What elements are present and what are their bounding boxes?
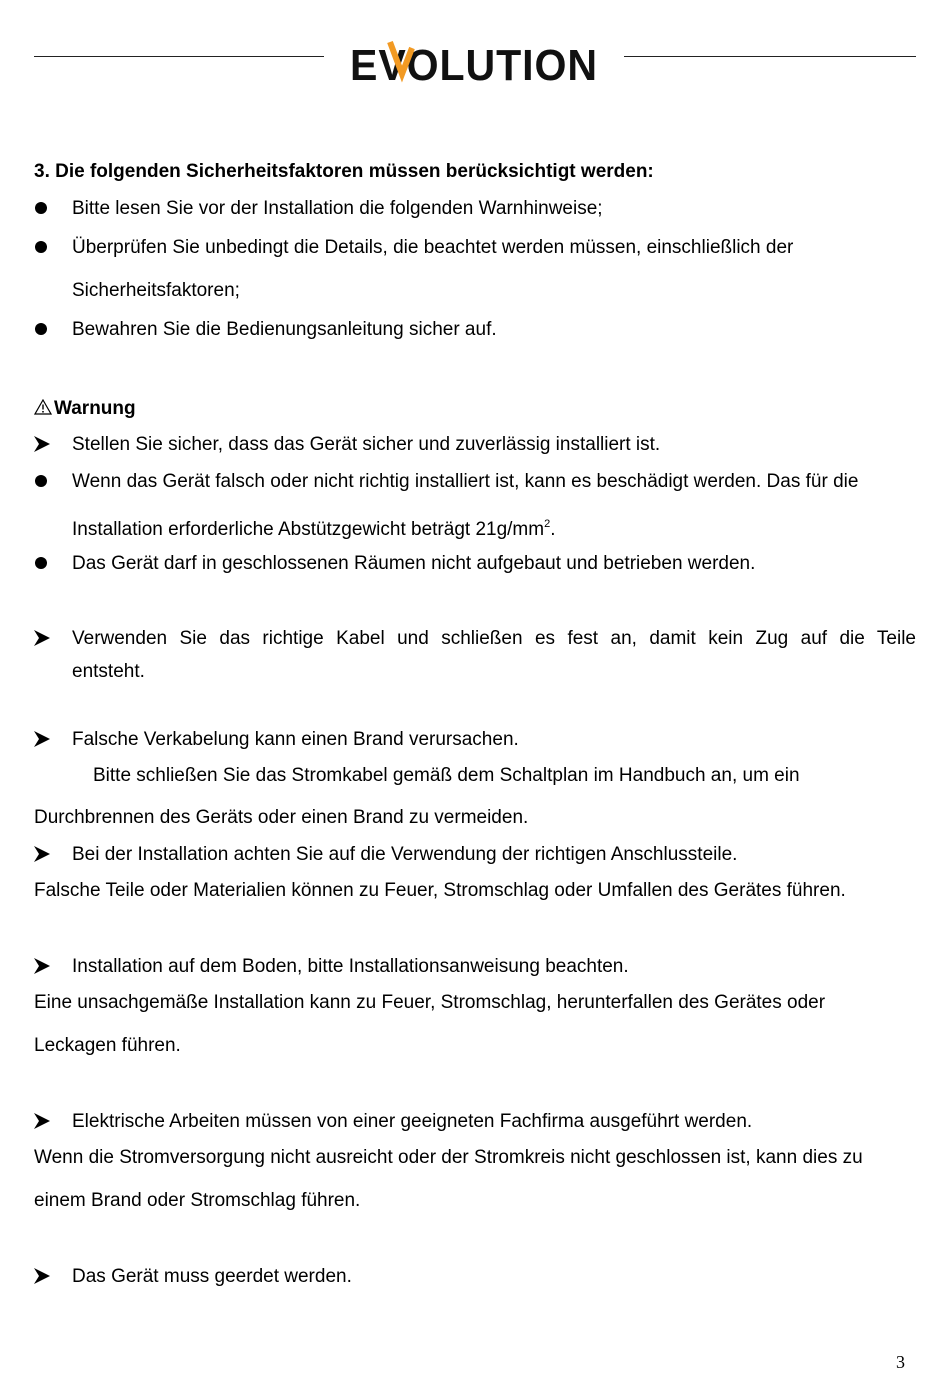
warning-item-detail: Durchbrennen des Geräts oder einen Brand zu vermeiden. xyxy=(34,807,529,828)
warning-item-detail: einem Brand oder Stromschlag führen. xyxy=(34,1190,361,1211)
bullet-dot xyxy=(35,323,47,335)
warning-item: Elektrische Arbeiten müssen von einer geeigneten Fachfirma ausgeführt werden. xyxy=(72,1111,753,1132)
warning-item: Bei der Installation achten Sie auf die Verwendung der richtigen Anschlussteile. xyxy=(72,844,738,865)
warning-item-detail: Leckagen führen. xyxy=(34,1035,181,1056)
warning-item-continued xyxy=(72,512,555,542)
warning-item-detail: Eine unsachgemäße Installation kann zu Feuer, Stromschlag, herunterfallen des Gerätes oder xyxy=(34,992,826,1013)
warning-item: Installation auf dem Boden, bitte Installationsanweisung beachten. xyxy=(72,956,629,977)
warning-item: Falsche Verkabelung kann einen Brand verursachen. xyxy=(72,729,519,750)
warning-item: Stellen Sie sicher, dass das Gerät sicher und zuverlässig installiert ist. xyxy=(72,434,661,455)
warning-item-continued: entsteht. xyxy=(72,661,145,682)
page-number: 3 xyxy=(896,1352,905,1372)
arrow-bullet-icon xyxy=(33,1112,51,1130)
bullet-text: Überprüfen Sie unbedingt die Details, die beachtet werden müssen, einschließlich der xyxy=(72,237,794,258)
warning-item: Das Gerät muss geerdet werden. xyxy=(72,1266,352,1287)
arrow-bullet-icon xyxy=(33,845,51,863)
bullet-text: Bewahren Sie die Bedienungsanleitung sicher auf. xyxy=(72,319,497,340)
warning-item-detail: Wenn die Stromversorgung nicht ausreicht oder der Stromkreis nicht geschlossen ist, kann dies zu xyxy=(34,1147,863,1168)
section-heading: 3. Die folgenden Sicherheitsfaktoren müssen berücksichtigt werden: xyxy=(34,161,654,182)
bullet-text-continued: Sicherheitsfaktoren; xyxy=(72,280,240,301)
header-rule-right xyxy=(624,56,916,57)
logo-text: EVOLUTION xyxy=(350,41,598,84)
evolution-logo xyxy=(350,34,600,84)
header-rule-left xyxy=(34,56,324,57)
warning-title-text: Warnung xyxy=(54,398,136,419)
arrow-bullet-icon xyxy=(33,1267,51,1285)
warning-item: Das Gerät darf in geschlossenen Räumen nicht aufgebaut und betrieben werden. xyxy=(72,553,756,574)
period: . xyxy=(550,519,556,540)
arrow-bullet-icon xyxy=(33,629,51,647)
warning-item: Verwenden Sie das richtige Kabel und schließen es fest an, damit kein Zug auf die Teile xyxy=(72,628,916,649)
superscript: 2 xyxy=(544,518,551,530)
arrow-bullet-icon xyxy=(33,957,51,975)
warning-title xyxy=(34,397,136,421)
warning-item-detail: Falsche Teile oder Materialien können zu Feuer, Stromschlag oder Umfallen des Gerätes führen. xyxy=(34,880,846,901)
bullet-dot xyxy=(35,557,47,569)
warning-triangle-icon xyxy=(34,399,52,415)
bullet-dot xyxy=(35,202,47,214)
evolution-logo-graphic xyxy=(350,34,600,84)
support-weight-text: Installation erforderliche Abstützgewicht beträgt 21g/mm xyxy=(72,519,545,540)
bullet-dot xyxy=(35,475,47,487)
bullet-text: Bitte lesen Sie vor der Installation die folgenden Warnhinweise; xyxy=(72,198,603,219)
warning-item: Wenn das Gerät falsch oder nicht richtig installiert ist, kann es beschädigt werden. Das für die xyxy=(72,471,859,492)
warning-item-detail: Bitte schließen Sie das Stromkabel gemäß dem Schaltplan im Handbuch an, um ein xyxy=(93,765,800,786)
arrow-bullet-icon xyxy=(33,730,51,748)
bullet-dot xyxy=(35,241,47,253)
arrow-bullet-icon xyxy=(33,435,51,453)
